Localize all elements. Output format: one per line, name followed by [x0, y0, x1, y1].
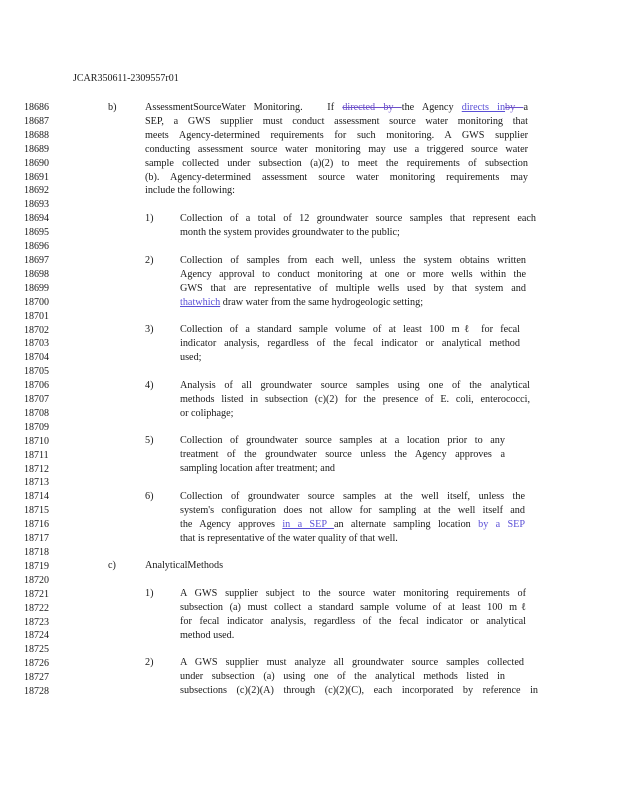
line-number: 18693 — [24, 199, 49, 211]
item-line: for fecal indicator analysis, regardless of the fecal indicator or analytical — [180, 615, 526, 627]
deleted-text: by — [505, 102, 524, 113]
line-number: 18696 — [24, 241, 49, 253]
section-b-paragraph — [145, 101, 528, 198]
inserted-text: directs in — [461, 102, 506, 113]
line-number: 18687 — [24, 115, 49, 127]
line-number: 18692 — [24, 185, 49, 197]
item-line: subsection (a) must collect a standard sample volume of at least 100 mℓ — [180, 601, 526, 613]
section-b-line: sample collected under subsection (a)(2) to meet the requirements of subsection — [145, 157, 528, 169]
line-number: 18718 — [24, 547, 49, 558]
item-line: under subsection (a) using one of the analytical methods listed in — [180, 670, 505, 682]
item-line: system's configuration does not allow for sampling at the well itself and — [180, 504, 525, 516]
line-number: 18698 — [24, 268, 49, 280]
line-number: 18697 — [24, 254, 49, 266]
item-line: GWS that are representative of multiple wells used by that system and — [180, 282, 526, 294]
section-b-line: meets Agency-determined requirements for such monitoring. A GWS supplier — [145, 129, 528, 141]
section-c-label: c) — [108, 560, 116, 571]
item-line: Agency approval to conduct monitoring at one or more wells within the — [180, 268, 526, 280]
line-number: 18699 — [24, 282, 49, 294]
item-b3-text — [180, 323, 520, 365]
section-b-label: b) — [108, 102, 117, 113]
line-number: 18713 — [24, 477, 49, 489]
section-b-text: the Agency — [401, 102, 462, 113]
line-number: 18717 — [24, 533, 49, 545]
item-line: Collection of groundwater source samples at a location prior to any — [180, 435, 505, 446]
line-number: 18702 — [24, 324, 49, 336]
section-b-text: a — [523, 102, 528, 113]
line-number-column — [24, 101, 64, 699]
section-b-line: include the following: — [145, 185, 235, 197]
line-number: 18714 — [24, 491, 49, 503]
section-b-first-line — [145, 101, 528, 115]
section-b-title: AssessmentSourceWater Monitoring. — [145, 102, 303, 113]
line-number: 18720 — [24, 574, 49, 586]
item-line: methods listed in subsection (c)(2) for the presence of E. coli, enterococci, — [180, 393, 530, 405]
line-number: 18725 — [24, 644, 49, 656]
item-line: month the system provides groundwater to the public; — [180, 226, 400, 238]
item-b6-text — [180, 490, 525, 546]
line-number: 18708 — [24, 407, 49, 419]
item-c1-text — [180, 587, 526, 643]
item-b4-number: 4) — [145, 380, 154, 391]
line-number: 18689 — [24, 143, 49, 155]
inserted-text: in a SEP — [282, 518, 334, 530]
item-line: A GWS supplier must analyze all groundwater source samples collected — [180, 657, 524, 668]
item-b2-number: 2) — [145, 255, 154, 266]
line-number: 18700 — [24, 296, 49, 308]
line-number: 18691 — [24, 171, 49, 183]
section-b-text: If — [327, 102, 343, 113]
line-number: 18706 — [24, 380, 49, 392]
line-number: 18686 — [24, 102, 49, 113]
item-text: an alternate sampling location — [333, 518, 479, 530]
item-b1-number: 1) — [145, 213, 154, 224]
section-c-title: AnalyticalMethods — [145, 560, 224, 571]
inserted-text: by a SEP — [478, 518, 526, 530]
line-number: 18694 — [24, 213, 49, 225]
item-line: or coliphage; — [180, 407, 234, 419]
line-number: 18710 — [24, 435, 49, 447]
item-text: the Agency approves — [180, 518, 283, 530]
line-number: 18690 — [24, 157, 49, 169]
line-number: 18727 — [24, 672, 49, 684]
item-line: Collection of a total of 12 groundwater source samples that represent each — [180, 213, 536, 224]
item-b4-text — [180, 379, 530, 421]
item-c1-number: 1) — [145, 588, 154, 599]
item-line — [180, 518, 525, 532]
document-id-header: JCAR350611-2309557r01 — [73, 73, 179, 84]
line-number: 18712 — [24, 463, 49, 475]
line-number: 18704 — [24, 352, 49, 364]
line-number: 18709 — [24, 421, 49, 433]
line-number: 18715 — [24, 505, 49, 517]
inserted-text: thatwhich — [180, 296, 221, 308]
item-line: Collection of groundwater source samples at the well itself, unless the — [180, 491, 525, 502]
line-number: 18724 — [24, 630, 49, 642]
line-number: 18719 — [24, 560, 49, 572]
item-line: A GWS supplier subject to the source water monitoring requirements of — [180, 588, 526, 599]
line-number: 18703 — [24, 338, 49, 350]
line-number: 18723 — [24, 616, 49, 628]
item-c2-number: 2) — [145, 657, 154, 668]
item-c2-text — [180, 656, 538, 698]
item-line: that is representative of the water quality of that well. — [180, 532, 398, 544]
line-number: 18707 — [24, 394, 49, 406]
item-b2-text — [180, 254, 526, 310]
item-line: Analysis of all groundwater source samples using one of the analytical — [180, 380, 530, 391]
item-b5-number: 5) — [145, 435, 154, 446]
line-number: 18688 — [24, 129, 49, 141]
line-number: 18695 — [24, 227, 49, 239]
item-b3-number: 3) — [145, 324, 154, 335]
line-number: 18721 — [24, 588, 49, 600]
line-number: 18705 — [24, 366, 49, 378]
item-text: draw water from the same hydrogeologic setting; — [220, 296, 424, 308]
item-line: Collection of a standard sample volume of at least 100 mℓ for fecal — [180, 324, 520, 335]
item-line: subsections (c)(2)(A) through (c)(2)(C), each incorporated by reference in — [180, 684, 538, 696]
line-number: 18716 — [24, 519, 49, 531]
line-number: 18728 — [24, 686, 49, 698]
line-number: 18726 — [24, 658, 49, 670]
section-b-line: SEP, a GWS supplier must conduct assessment source water monitoring that — [145, 115, 528, 127]
section-b-line: conducting assessment source water monitoring may use a triggered source water — [145, 143, 528, 155]
item-b5-text — [180, 434, 505, 476]
item-line: Collection of samples from each well, unless the system obtains written — [180, 255, 526, 266]
line-number: 18701 — [24, 310, 49, 322]
line-number: 18711 — [24, 449, 49, 461]
item-line: method used. — [180, 629, 235, 641]
item-line: indicator analysis, regardless of the fecal indicator or analytical method — [180, 337, 520, 349]
item-line: sampling location after treatment; and — [180, 462, 336, 474]
line-number: 18722 — [24, 602, 49, 614]
item-b6-number: 6) — [145, 491, 154, 502]
deleted-text: directed by — [342, 102, 402, 113]
item-line — [180, 296, 526, 310]
section-b-line: (b). Agency-determined assessment source water monitoring requirements may — [145, 171, 528, 183]
item-line: used; — [180, 351, 202, 363]
item-line: treatment of the groundwater source unless the Agency approves a — [180, 448, 505, 460]
item-b1-text — [180, 212, 536, 240]
